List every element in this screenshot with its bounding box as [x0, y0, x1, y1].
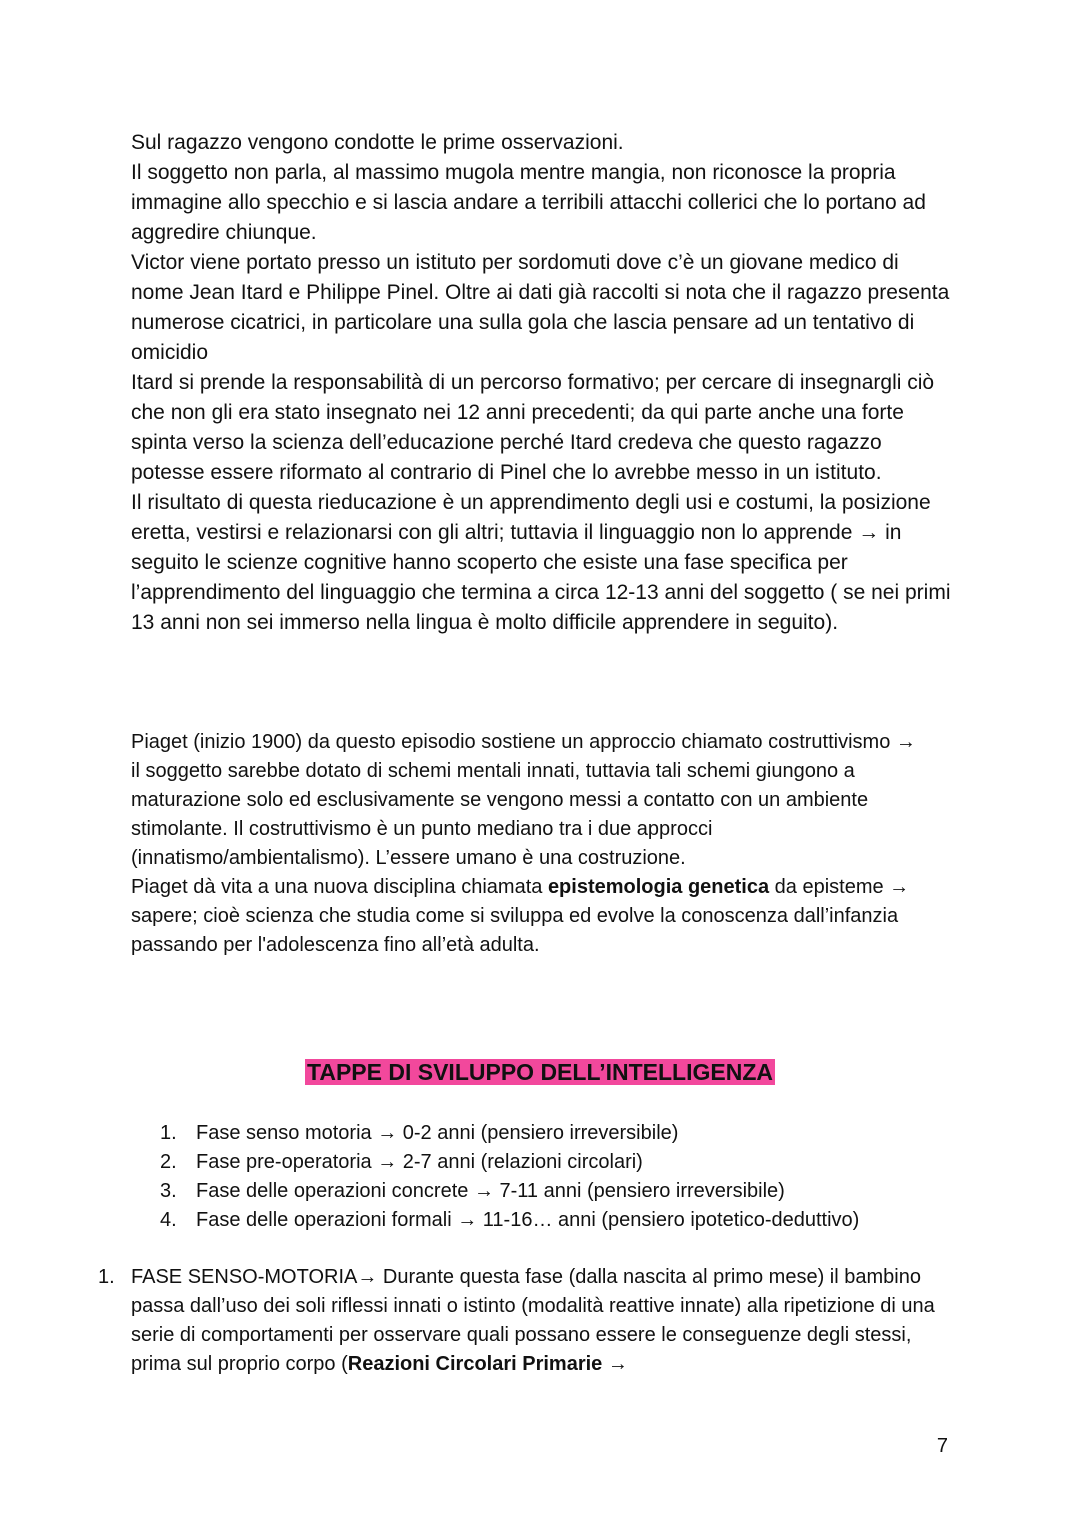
victor-section [131, 128, 951, 638]
bold-term: epistemologia genetica [547, 876, 770, 898]
list-item [160, 1206, 960, 1235]
paragraph: Victor viene portato presso un istituto per sordomuti dove c’è un giovane medico di nome Jean Itard e Philippe Pinel. Oltre ai dati già raccolti si nota che il ragazzo presenta numerose cicatrici, in particolare una sulla gola che lascia pensare ad un tentativo di omicidio [131, 251, 950, 364]
paragraph [131, 873, 951, 960]
section-heading [0, 1057, 1080, 1087]
senso-motoria-item [98, 1263, 948, 1379]
bold-term: Reazioni Circolari Primarie → [347, 1353, 628, 1375]
text-run: Piaget dà vita a una nuova disciplina chiamata [131, 876, 548, 898]
paragraph: il soggetto sarebbe dotato di schemi mentali innati, tuttavia tali schemi giungono a maturazione solo ed esclusivamente se vengono messi a contatto con un ambiente stimolante. Il costruttivismo è un punto mediano tra i due approcci (innatismo/ambientalismo). L’essere umano è una costruzione. [131, 760, 869, 869]
list-item-text: Fase senso motoria → 0-2 anni (pensiero irreversibile) [196, 1122, 679, 1144]
text-run: da episteme → sapere; cioè scienza che studia come si sviluppa ed evolve la conoscenza dall’infanzia passando per l'adolescenza fino all’età adulta. [131, 876, 910, 956]
stages-list [160, 1119, 960, 1235]
list-number: 1. [160, 1122, 177, 1144]
paragraph: Il soggetto non parla, al massimo mugola mentre mangia, non riconosce la propria immagine allo specchio e si lascia andare a terribili attacchi collerici che lo portano ad aggredire chiunque. [131, 161, 926, 244]
page-number: 7 [936, 1435, 948, 1457]
list-number: 2. [160, 1151, 177, 1173]
list-number: 1. [98, 1266, 115, 1288]
list-item [160, 1177, 960, 1206]
paragraph: Il risultato di questa rieducazione è un apprendimento degli usi e costumi, la posizione eretta, vestirsi e relazionarsi con gli altri; tuttavia il linguaggio non lo apprende → in seguito le scienze cognitive hanno scoperto che esiste una fase specifica per l’apprendimento del linguaggio che termina a circa 12-13 anni del soggetto ( se nei primi 13 anni non sei immerso nella lingua è molto difficile apprendere in seguito). [131, 491, 951, 634]
highlighted-heading-text: TAPPE DI SVILUPPO DELL’INTELLIGENZA [307, 1059, 773, 1085]
list-item-text: Fase delle operazioni formali → 11-16… anni (pensiero ipotetico-deduttivo) [196, 1209, 860, 1231]
list-item [160, 1119, 960, 1148]
paragraph: Piaget (inizio 1900) da questo episodio sostiene un approccio chiamato costruttivismo → [131, 731, 916, 753]
list-item-text [131, 1263, 948, 1379]
list-number: 3. [160, 1180, 177, 1202]
paragraph: Itard si prende la responsabilità di un percorso formativo; per cercare di insegnargli ciò che non gli era stato insegnato nei 12 anni precedenti; da qui parte anche una forte spinta verso la scienza dell’educazione perché Itard credeva che questo ragazzo potesse essere riformato al contrario di Pinel che lo avrebbe messo in un istituto. [131, 371, 935, 484]
piaget-section [131, 728, 951, 960]
list-number: 4. [160, 1209, 177, 1231]
list-item-text: Fase delle operazioni concrete → 7-11 anni (pensiero irreversibile) [196, 1180, 785, 1202]
text-run: FASE SENSO-MOTORIA→ Durante questa fase (dalla nascita al primo mese) il bambino passa dall’uso dei soli riflessi innati o istinto (modalità reattive innate) alla ripetizione di una serie di comportamenti per osservare quali possano essere le conseguenze degli stessi, prima sul proprio corpo ( [131, 1266, 935, 1375]
list-item-text: Fase pre-operatoria → 2-7 anni (relazioni circolari) [196, 1151, 643, 1173]
paragraph: Sul ragazzo vengono condotte le prime osservazioni. [131, 131, 624, 154]
list-item [160, 1148, 960, 1177]
